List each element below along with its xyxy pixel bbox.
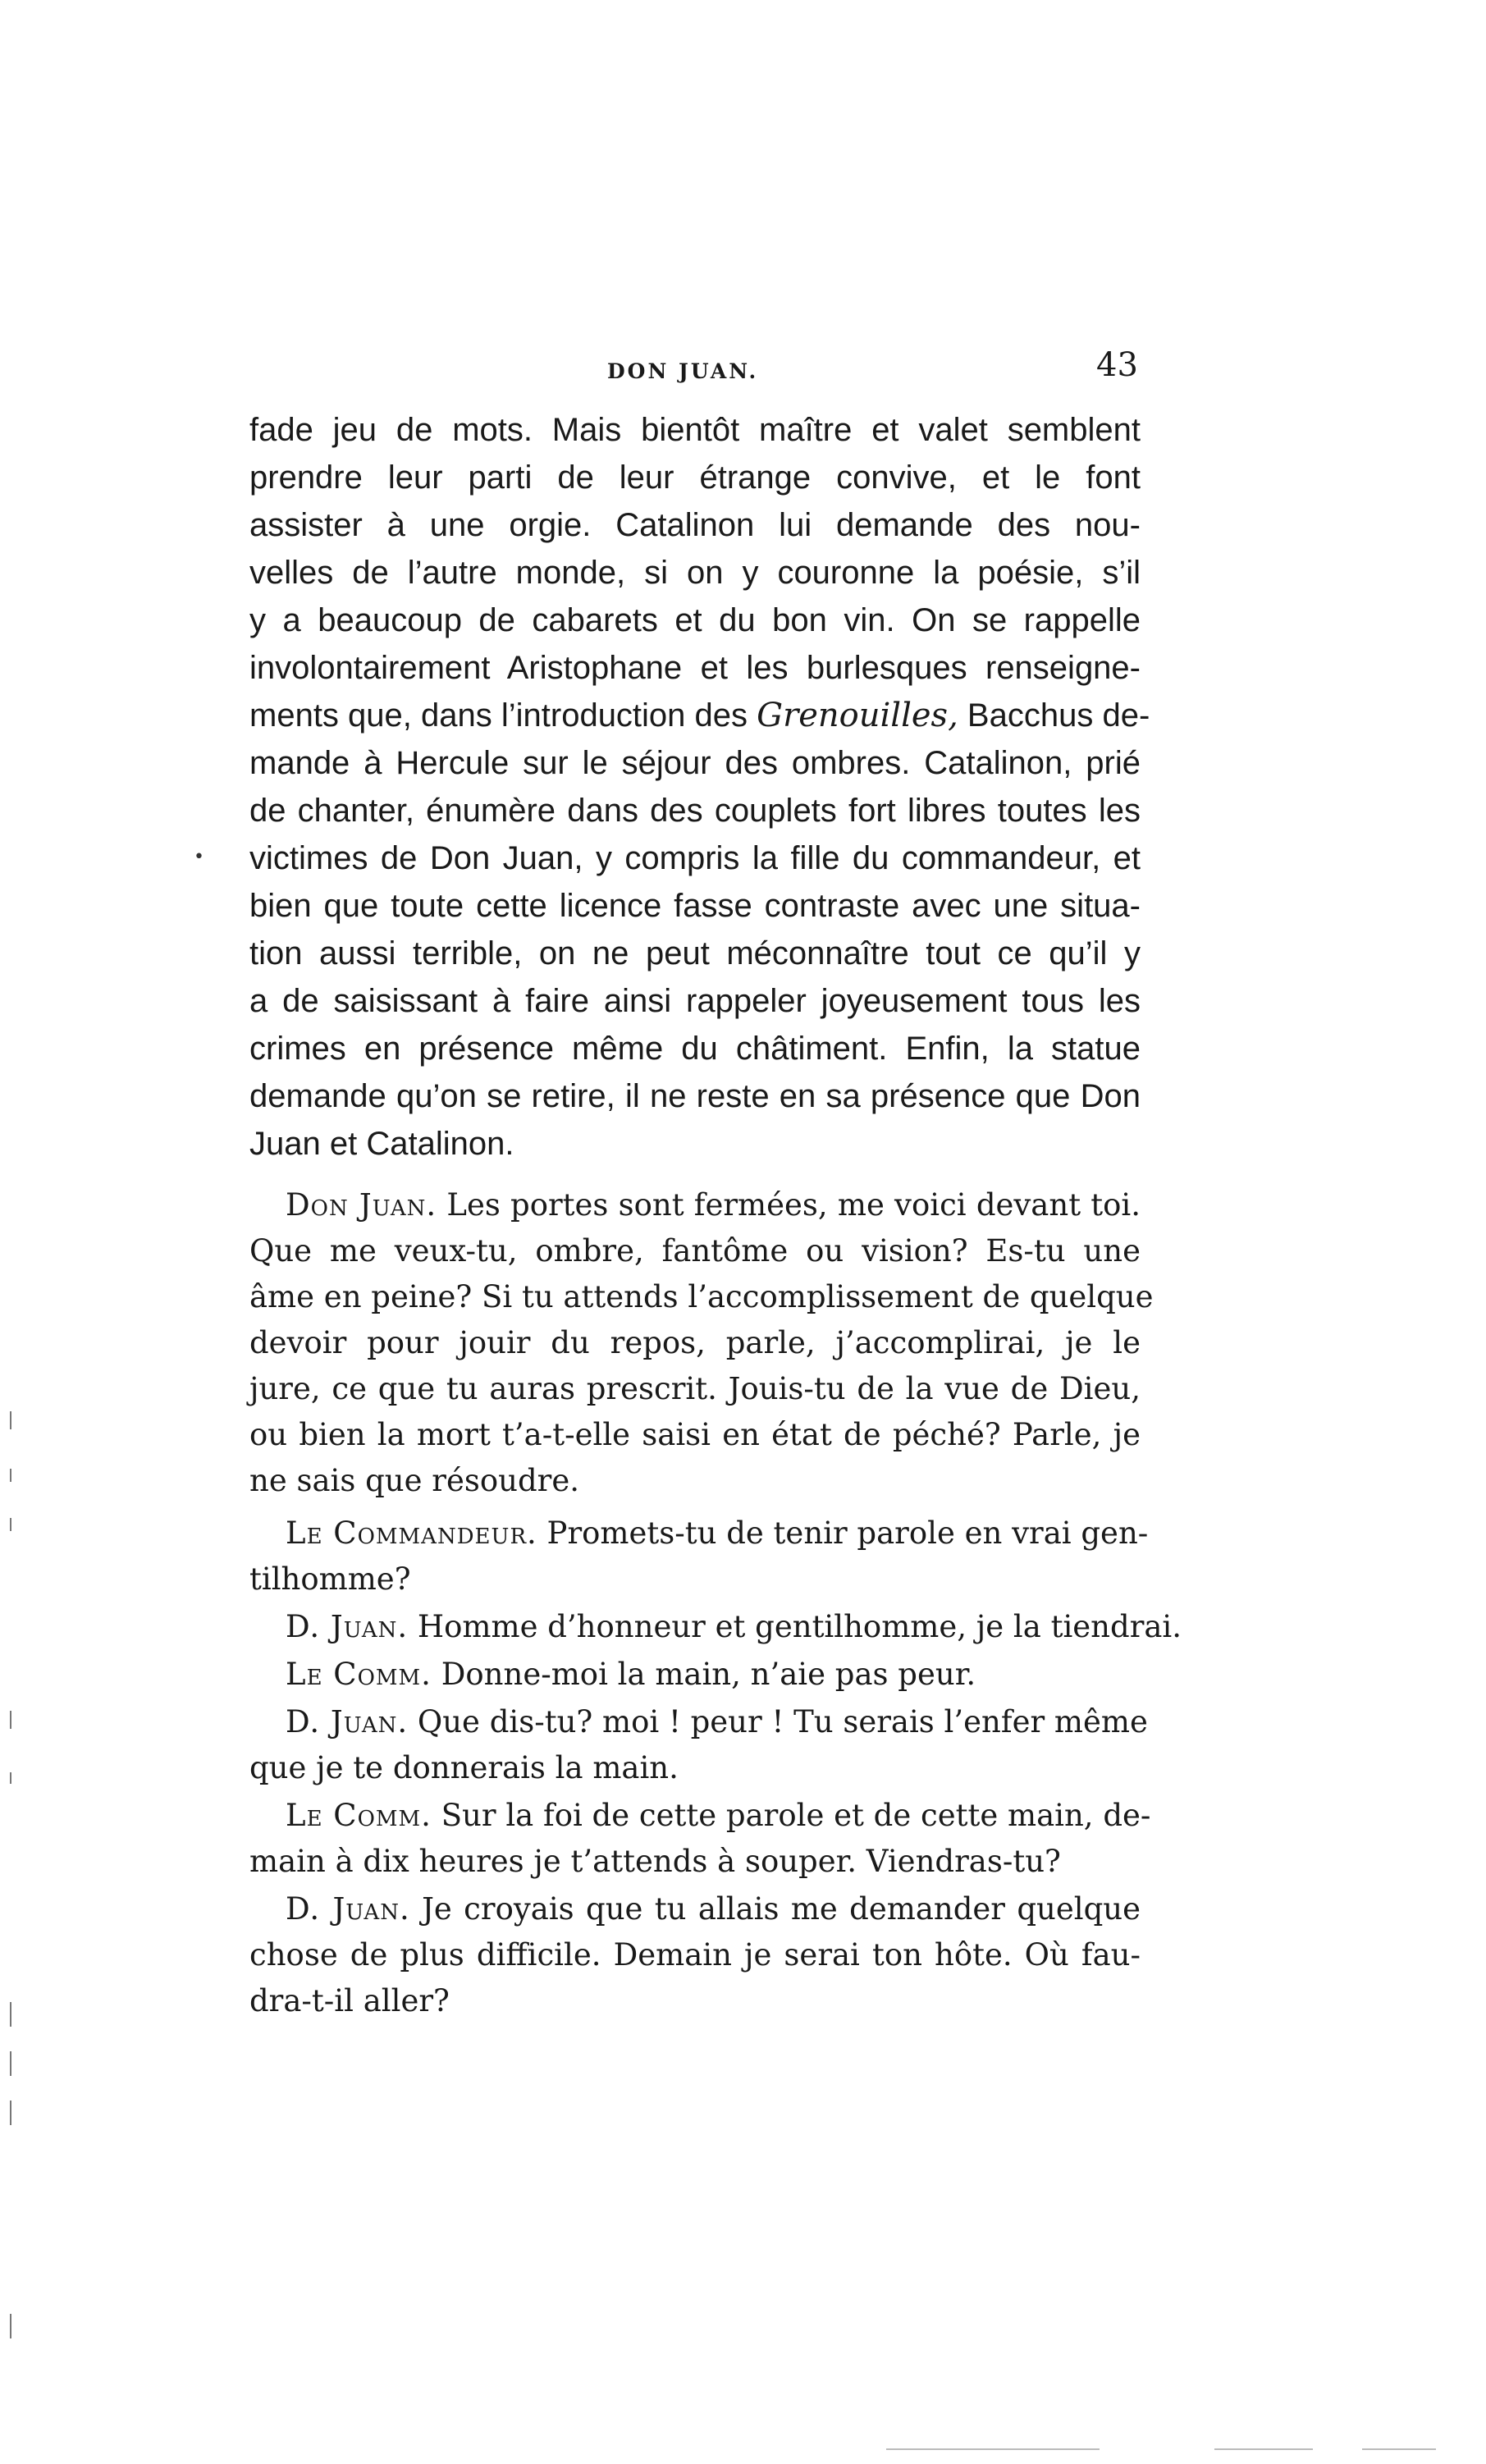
text-line: fade jeu de mots. Mais bientôt maître et valet semblent: [249, 412, 1141, 448]
dialogue-line: devoir pour jouir du repos, parle, j’accomplirai, je le: [249, 1325, 1141, 1360]
text-line: tion aussi terrible, on ne peut méconnaître tout ce qu’il y: [249, 935, 1141, 971]
speaker-label: D. Juan.: [286, 1891, 410, 1927]
speaker-label: Don Juan.: [286, 1187, 437, 1223]
scan-artifact: [10, 1518, 11, 1531]
dialogue-line: main à dix heures je t’attends à souper. Viendras-tu?: [249, 1844, 1061, 1879]
dialogue-line: chose de plus difficile. Demain je serai ton hôte. Où fau-: [249, 1937, 1141, 1973]
dialogue-text: Donne-moi la main, n’aie pas peur.: [431, 1657, 976, 1692]
dialogue-line: ou bien la mort t’a-t-elle saisi en état de péché? Parle, je: [249, 1417, 1141, 1452]
text-line: crimes en présence même du châtiment. Enfin, la statue: [249, 1031, 1141, 1067]
scan-artifact: [10, 1772, 11, 1784]
dialogue-line: [286, 1703, 1148, 1742]
text-line: a de saisissant à faire ainsi rappeler joyeusement tous les: [249, 983, 1141, 1019]
dialogue-line: [286, 1514, 1149, 1553]
scan-artifact: [10, 2002, 11, 2027]
dialogue-line: [286, 1607, 1182, 1647]
dialogue-line: dra-t-il aller?: [249, 1983, 450, 2018]
dialogue-line: ne sais que résoudre.: [249, 1463, 579, 1498]
italic-title: Grenouilles,: [757, 697, 958, 734]
text-line: Juan et Catalinon.: [249, 1126, 514, 1162]
scan-artifact: [1362, 2448, 1436, 2450]
dialogue-text: Homme d’honneur et gentilhomme, je la tiendrai.: [408, 1609, 1182, 1644]
dialogue-text: Sur la foi de cette parole et de cette main, de-: [431, 1798, 1151, 1833]
dialogue-text: Les portes sont fermées, me voici devant toi.: [437, 1187, 1141, 1223]
text-line: prendre leur parti de leur étrange convive, et le font: [249, 459, 1141, 496]
dialogue-line: que je te donnerais la main.: [249, 1750, 679, 1785]
scan-artifact: [10, 2051, 11, 2076]
scan-artifact: [10, 1711, 11, 1729]
text-line: involontairement Aristophane et les burlesques renseigne-: [249, 650, 1141, 686]
speaker-label: Le Commandeur.: [286, 1515, 537, 1551]
scan-artifact: [10, 1411, 11, 1429]
dialogue-text: Que dis-tu? moi ! peur ! Tu serais l’enfer même: [408, 1704, 1148, 1739]
text-line: victimes de Don Juan, y compris la fille du commandeur, et: [249, 840, 1141, 876]
text-line: de chanter, énumère dans des couplets fort libres toutes les: [249, 793, 1141, 829]
margin-mark: •: [194, 847, 204, 867]
dialogue-line: [286, 1796, 1151, 1835]
running-header: DON JUAN.: [607, 359, 759, 383]
dialogue-line: jure, ce que tu auras prescrit. Jouis-tu de la vue de Dieu,: [249, 1371, 1141, 1406]
scan-artifact: [10, 1469, 11, 1482]
text-line: bien que toute cette licence fasse contraste avec une situa-: [249, 888, 1141, 924]
dialogue-line: [286, 1890, 1141, 1929]
dialogue-line: [286, 1186, 1141, 1225]
page-number: 43: [1096, 346, 1138, 384]
text-line: velles de l’autre monde, si on y couronne la poésie, s’il: [249, 555, 1141, 591]
text-segment: Bacchus de-: [958, 697, 1150, 734]
text-segment: ments que, dans l’introduction des: [249, 697, 757, 734]
scan-artifact: [886, 2448, 1100, 2450]
dialogue-text: Je croyais que tu allais me demander quelque: [409, 1891, 1141, 1927]
text-line: demande qu’on se retire, il ne reste en sa présence que Don: [249, 1078, 1141, 1114]
text-line: y a beaucoup de cabarets et du bon vin. On se rappelle: [249, 602, 1141, 638]
speaker-label: Le Comm.: [286, 1798, 432, 1833]
speaker-label: D. Juan.: [286, 1704, 409, 1739]
dialogue-line: tilhomme?: [249, 1561, 411, 1597]
scan-artifact: [10, 2101, 11, 2125]
dialogue-line: [286, 1655, 976, 1694]
scan-artifact: [10, 2314, 11, 2338]
dialogue-line: âme en peine? Si tu attends l’accomplissement de quelque: [249, 1279, 1154, 1314]
scan-artifact: [1214, 2448, 1313, 2450]
text-line: [249, 696, 1150, 735]
speaker-label: D. Juan.: [286, 1609, 409, 1644]
dialogue-line: Que me veux-tu, ombre, fantôme ou vision? Es-tu une: [249, 1233, 1141, 1269]
speaker-label: Le Comm.: [286, 1657, 432, 1692]
dialogue-text: Promets-tu de tenir parole en vrai gen-: [537, 1515, 1149, 1551]
text-line: assister à une orgie. Catalinon lui demande des nou-: [249, 507, 1141, 543]
text-line: mande à Hercule sur le séjour des ombres. Catalinon, prié: [249, 745, 1141, 781]
